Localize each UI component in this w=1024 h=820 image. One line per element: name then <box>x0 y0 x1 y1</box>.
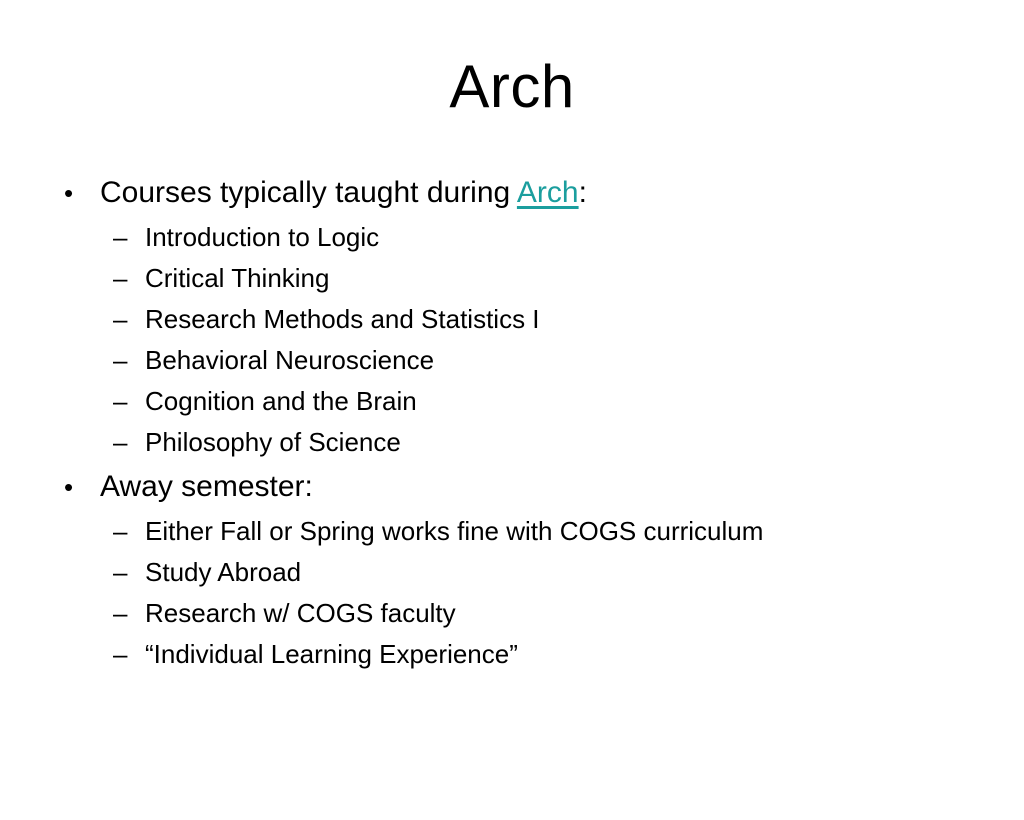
sub-bullet-item <box>0 217 1024 258</box>
dash-icon: – <box>113 222 128 252</box>
dash-icon: – <box>113 345 128 375</box>
sub-bullet-text: Either Fall or Spring works fine with COGS curriculum <box>145 516 764 546</box>
slide <box>0 52 1024 820</box>
sub-bullet-text: Philosophy of Science <box>145 427 401 457</box>
sub-bullet-item <box>0 634 1024 675</box>
dash-icon: – <box>113 598 128 628</box>
bullet-item-away-semester <box>0 463 1024 511</box>
bullet-lead-text: Courses typically taught during <box>100 176 517 209</box>
dash-icon: – <box>113 427 128 457</box>
sub-bullet-text: Research Methods and Statistics I <box>145 304 540 334</box>
slide-title: Arch <box>449 53 575 120</box>
slide-body <box>0 169 1024 675</box>
dash-icon: – <box>113 639 128 669</box>
sub-bullet-text: Introduction to Logic <box>145 222 380 252</box>
sub-bullet-text: Behavioral Neuroscience <box>145 345 435 375</box>
arch-link[interactable]: Arch <box>516 176 579 209</box>
sub-bullet-text: Study Abroad <box>145 557 302 587</box>
sub-bullet-item <box>0 381 1024 422</box>
sub-bullet-item <box>0 258 1024 299</box>
bullet-text: Away semester: <box>100 470 313 503</box>
bullet-item-courses <box>0 169 1024 217</box>
sub-bullet-text: “Individual Learning Experience” <box>145 639 518 669</box>
dash-icon: – <box>113 263 128 293</box>
sub-bullet-text: Cognition and the Brain <box>145 386 417 416</box>
sub-bullet-text: Research w/ COGS faculty <box>145 598 456 628</box>
sub-bullet-item <box>0 593 1024 634</box>
sub-bullet-item <box>0 552 1024 593</box>
sub-bullet-text: Critical Thinking <box>145 263 330 293</box>
dash-icon: – <box>113 516 128 546</box>
dash-icon: – <box>113 386 128 416</box>
bullet-icon: • <box>64 178 74 208</box>
sub-bullet-item <box>0 340 1024 381</box>
bullet-text <box>100 169 587 216</box>
sub-bullet-item <box>0 511 1024 552</box>
sub-bullet-item <box>0 299 1024 340</box>
dash-icon: – <box>113 304 128 334</box>
sub-bullet-item <box>0 422 1024 463</box>
bullet-tail-text: : <box>578 176 587 209</box>
dash-icon: – <box>113 557 128 587</box>
bullet-icon: • <box>64 472 74 502</box>
